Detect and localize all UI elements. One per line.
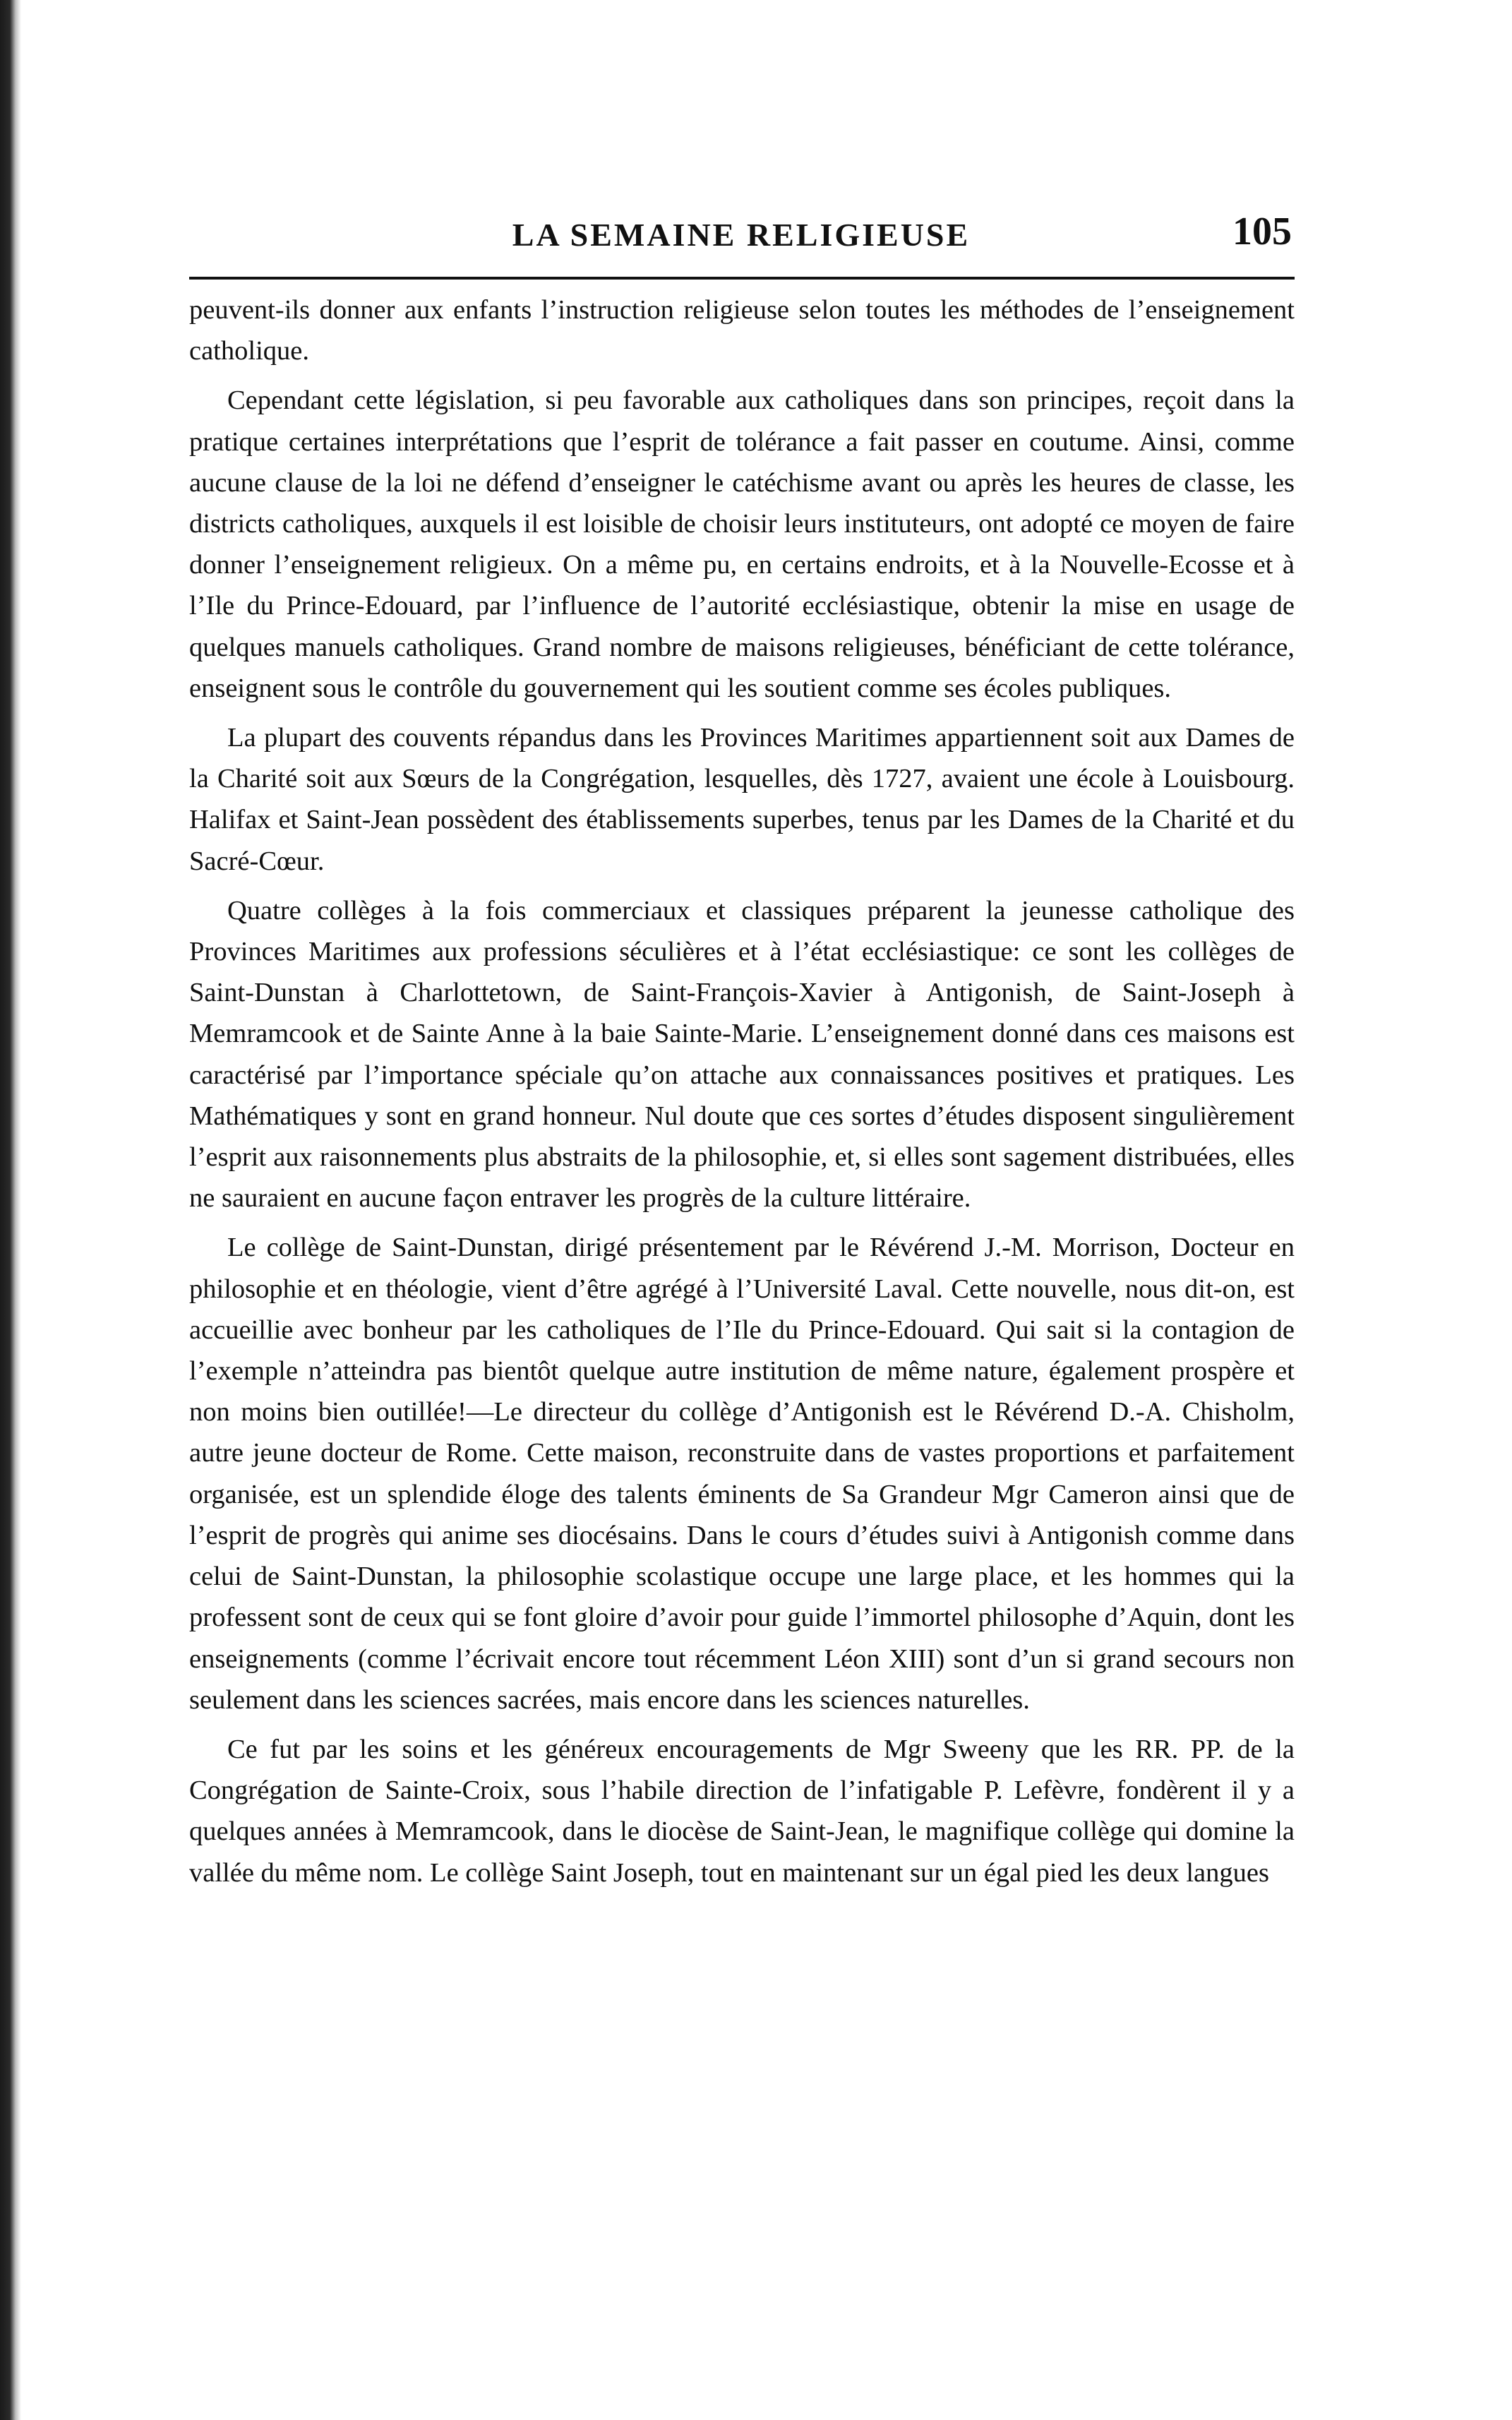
running-head xyxy=(191,205,1292,261)
header-rule xyxy=(189,277,1295,280)
paragraph: Quatre collèges à la fois commerciaux et classiques préparent la jeunesse catholique des Provinces Maritimes aux professions séculières et à l’état ecclésiastique: ce sont les collèges de Saint-Dunstan à Charlottetown, de Saint-François-Xavier à Antigonish, de Saint-Joseph à Memramcook et de Sainte Anne à la baie Sainte-Marie. L’enseignement donné dans ces maisons est caractérisé par l’importance spéciale qu’on attache aux connaissances positives et pratiques. Les Mathématiques y sont en grand honneur. Nul doute que ces sortes d’études disposent singulièrement l’esprit aux raisonnements plus abstraits de la philosophie, et, si elles sont sagement distribuées, elles ne sauraient en aucune façon entraver les progrès de la culture littéraire. xyxy=(189,895,1295,1214)
paragraph: La plupart des couvents répandus dans les Provinces Maritimes appartiennent soit aux Dames de la Charité soit aux Sœurs de la Congrégation, lesquelles, dès 1727, avaient une école à Louisbourg. Halifax et Saint-Jean possèdent des établissements superbes, tenus par les Dames de la Charité et du Sacré-Cœur. xyxy=(189,723,1295,876)
article-body xyxy=(189,289,1295,1902)
paragraph: Cependant cette législation, si peu favorable aux catholiques dans son principes, reçoit dans la pratique certaines interprétations que l’esprit de tolérance a fait passer en coutume. Ainsi, comme aucune clause de la loi ne défend d’enseigner le catéchisme avant ou après les heures de classe, les districts catholiques, auxquels il est loisible de choisir leurs instituteurs, ont adopté ce moyen de faire donner l’enseignement religieux. On a même pu, en certains endroits, et à la Nouvelle-Ecosse et à l’Ile du Prince-Edouard, par l’influence de l’autorité ecclésiastique, obtenir la mise en usage de quelques manuels catholiques. Grand nombre de maisons religieuses, bénéficiant de cette tolérance, enseignent sous le contrôle du gouvernement qui les soutient comme ses écoles publiques. xyxy=(189,385,1295,703)
paragraph-continued: peuvent-ils donner aux enfants l’instruction religieuse selon toutes les méthodes de l’enseignement catholique. xyxy=(189,295,1295,366)
running-title: LA SEMAINE RELIGIEUSE xyxy=(512,217,971,253)
page-number: 105 xyxy=(1232,210,1292,253)
paragraph: Le collège de Saint-Dunstan, dirigé présentement par le Révérend J.-M. Morrison, Docteur en philosophie et en théologie, vient d’être agrégé à l’Université Laval. Cette nouvelle, nous dit-on, est accueillie avec bonheur par les catholiques de l’Ile du Prince-Edouard. Qui sait si la contagion de l’exemple n’atteindra pas bientôt quelque autre institution de même nature, également prospère et non moins bien outillée!—Le directeur du collège d’Antigonish est le Révérend D.-A. Chisholm, autre jeune docteur de Rome. Cette maison, reconstruite dans de vastes proportions et parfaitement organisée, est un splendide éloge des talents éminents de Sa Grandeur Mgr Cameron ainsi que de l’esprit de progrès qui anime ses diocésains. Dans le cours d’études suivi à Antigonish comme dans celui de Saint-Dunstan, la philosophie scolastique occupe une large place, et les hommes qui la professent sont de ceux qui se font gloire d’avoir pour guide l’immortel philosophe d’Aquin, dont les enseignements (comme l’écrivait encore tout récemment Léon XIII) sont d’un si grand secours non seulement dans les sciences sacrées, mais encore dans les sciences naturelles. xyxy=(189,1233,1295,1715)
paragraph: Ce fut par les soins et les généreux encouragements de Mgr Sweeny que les RR. PP. de la Congrégation de Sainte-Croix, sous l’habile direction de l’infatigable P. Lefèvre, fondèrent il y a quelques années à Memramcook, dans le diocèse de Saint-Jean, le magnifique collège qui domine la vallée du même nom. Le collège Saint Joseph, tout en maintenant sur un égal pied les deux langues xyxy=(189,1734,1295,1888)
page-binding-edge xyxy=(0,0,21,2420)
